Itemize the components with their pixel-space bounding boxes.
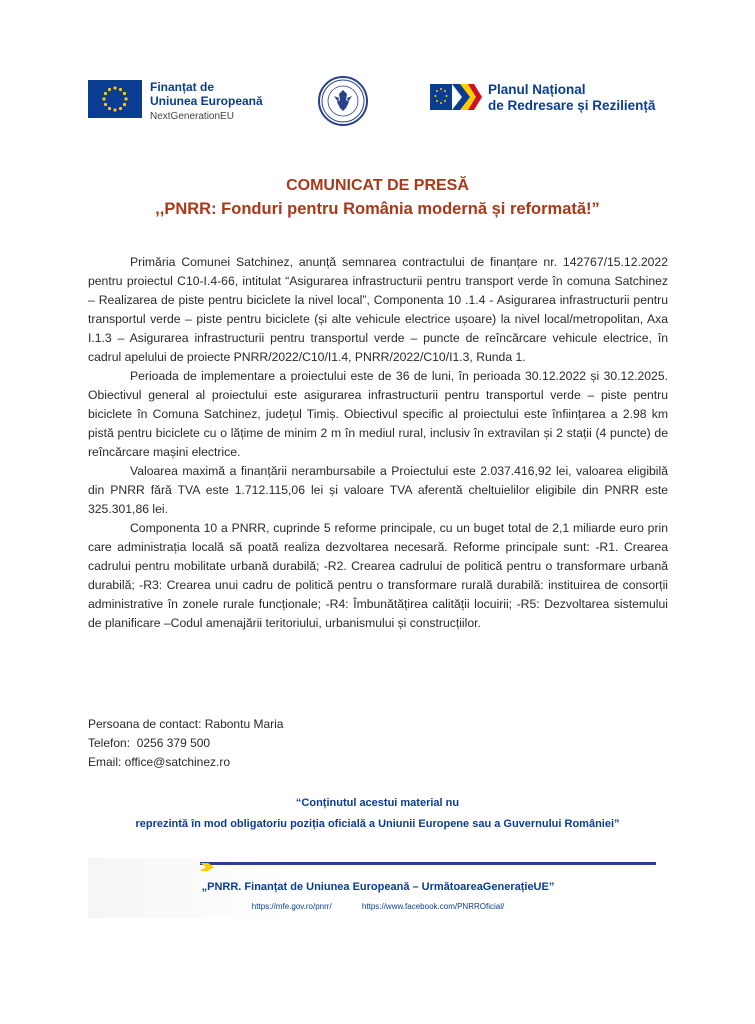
pnrr-logo-line2: de Redresare și Reziliență — [488, 98, 656, 113]
contact-person: Persoana de contact: Rabontu Maria — [88, 717, 284, 731]
pnrr-logo — [430, 82, 655, 114]
title-line2: ,,PNRR: Fonduri pentru România modernă și reformată!” — [155, 200, 600, 218]
title-line1: COMUNICAT DE PRESĂ — [286, 177, 469, 194]
eu-logo-line3: NextGenerationEU — [150, 111, 234, 122]
contact-phone: Telefon: 0256 379 500 — [88, 736, 211, 750]
contact-block — [88, 715, 283, 772]
header — [0, 72, 755, 132]
pnrr-flag-icon — [430, 82, 482, 112]
eu-flag-icon — [88, 80, 142, 118]
footer-divider — [200, 862, 656, 865]
footer-links — [88, 902, 668, 911]
paragraph-implementation: Perioada de implementare a proiectului este de 36 de luni, în perioada 30.12.2022 și 30.12.2025. Obiectivul general al proiectului este asigurarea infrastructurii pentru transportul verde – piste pentru biciclete în Comuna Satchinez, județul Timiș. Obiectivul specific al proiectului este înființarea a 2.98 km pistă pentru biciclete cu o lățime de minim 2 m în mediul rural, inclusiv în extravilan și 2 stații (4 puncte) de reîncărcare mașini electrice. — [88, 369, 668, 459]
footer — [88, 858, 668, 918]
disclaimer-line2: reprezintă în mod obligatoriu poziția oficială a Uniunii Europene sau a Guvernului României” — [135, 818, 620, 830]
paragraph-component: Componenta 10 a PNRR, cuprinde 5 reforme principale, cu un buget total de 2,1 miliarde euro prin care administrația locală să poată realiza dezvoltarea necesară. Reforme principale sunt: -R1. Crearea cadrului pentru mobilitate urbană durabilă; -R2. Crearea cadrului de politică pentru o transformare urbană durabilă; -R3: Crearea unui cadru de politică pentru o transformare rurală durabilă: instituirea de consorții administrative în zonele rurale funcționale; -R4: Îmbunătățirea calității locuirii; -R5: Dezvoltarea sistemului de planificare –Codul amenajării teritoriului, urbanismului și construcțiilor. — [88, 521, 668, 630]
paragraph-contract: Primăria Comunei Satchinez, anunță semnarea contractului de finanțare nr. 142767/15.12.2022 pentru proiectul C10-I.4-66, intitulat “Asigurarea infrastructurii pentru transport verde în comuna Satchinez – Realizarea de piste pentru biciclete la nivel local”, Componenta 10 .1.4 - Asigurarea infrastructurii pentru transportul verde – piste pentru biciclete (și alte vehicule electrice ușoare) la nivel local/metropolitan, Axa I.1.3 – Asigurarea infrastructurii pentru transportul verde – puncte de reîncărcare vehicule electrice, în cadrul apelului de proiecte PNRR/2022/C10/I1.4, PNRR/2022/C10/I1.3, Runda 1. — [88, 255, 668, 364]
body-text — [88, 253, 668, 633]
paragraph-financing: Valoarea maximă a finanțării nerambursabile a Proiectului este 2.037.416,92 lei, valoarea eligibilă din PNRR fără TVA este 1.712.115,06 lei și valoare TVA aferentă cheltuielilor eligibile din PNRR este 325.301,86 lei. — [88, 464, 668, 516]
disclaimer-line1: “Conținutul acestui material nu — [295, 797, 460, 809]
press-release-title — [0, 175, 755, 221]
footer-accent-icon — [200, 858, 214, 866]
footer-link-facebook[interactable]: https://www.facebook.com/PNRROficial/ — [361, 902, 505, 911]
eu-logo-line1: Finanțat de — [150, 80, 215, 94]
footer-link-mfe[interactable]: https://mfe.gov.ro/pnrr/ — [251, 902, 332, 911]
eu-logo-line2: Uniunea Europeană — [150, 94, 263, 108]
footer-slogan: „PNRR. Finanțat de Uniunea Europeană – UrmătoareaGenerațieUE” — [201, 881, 555, 893]
romanian-government-seal-icon — [318, 76, 368, 126]
disclaimer — [0, 793, 755, 835]
eu-funding-logo — [88, 80, 263, 124]
pnrr-logo-line1: Planul Național — [488, 82, 586, 97]
contact-email: Email: office@satchinez.ro — [88, 755, 231, 769]
